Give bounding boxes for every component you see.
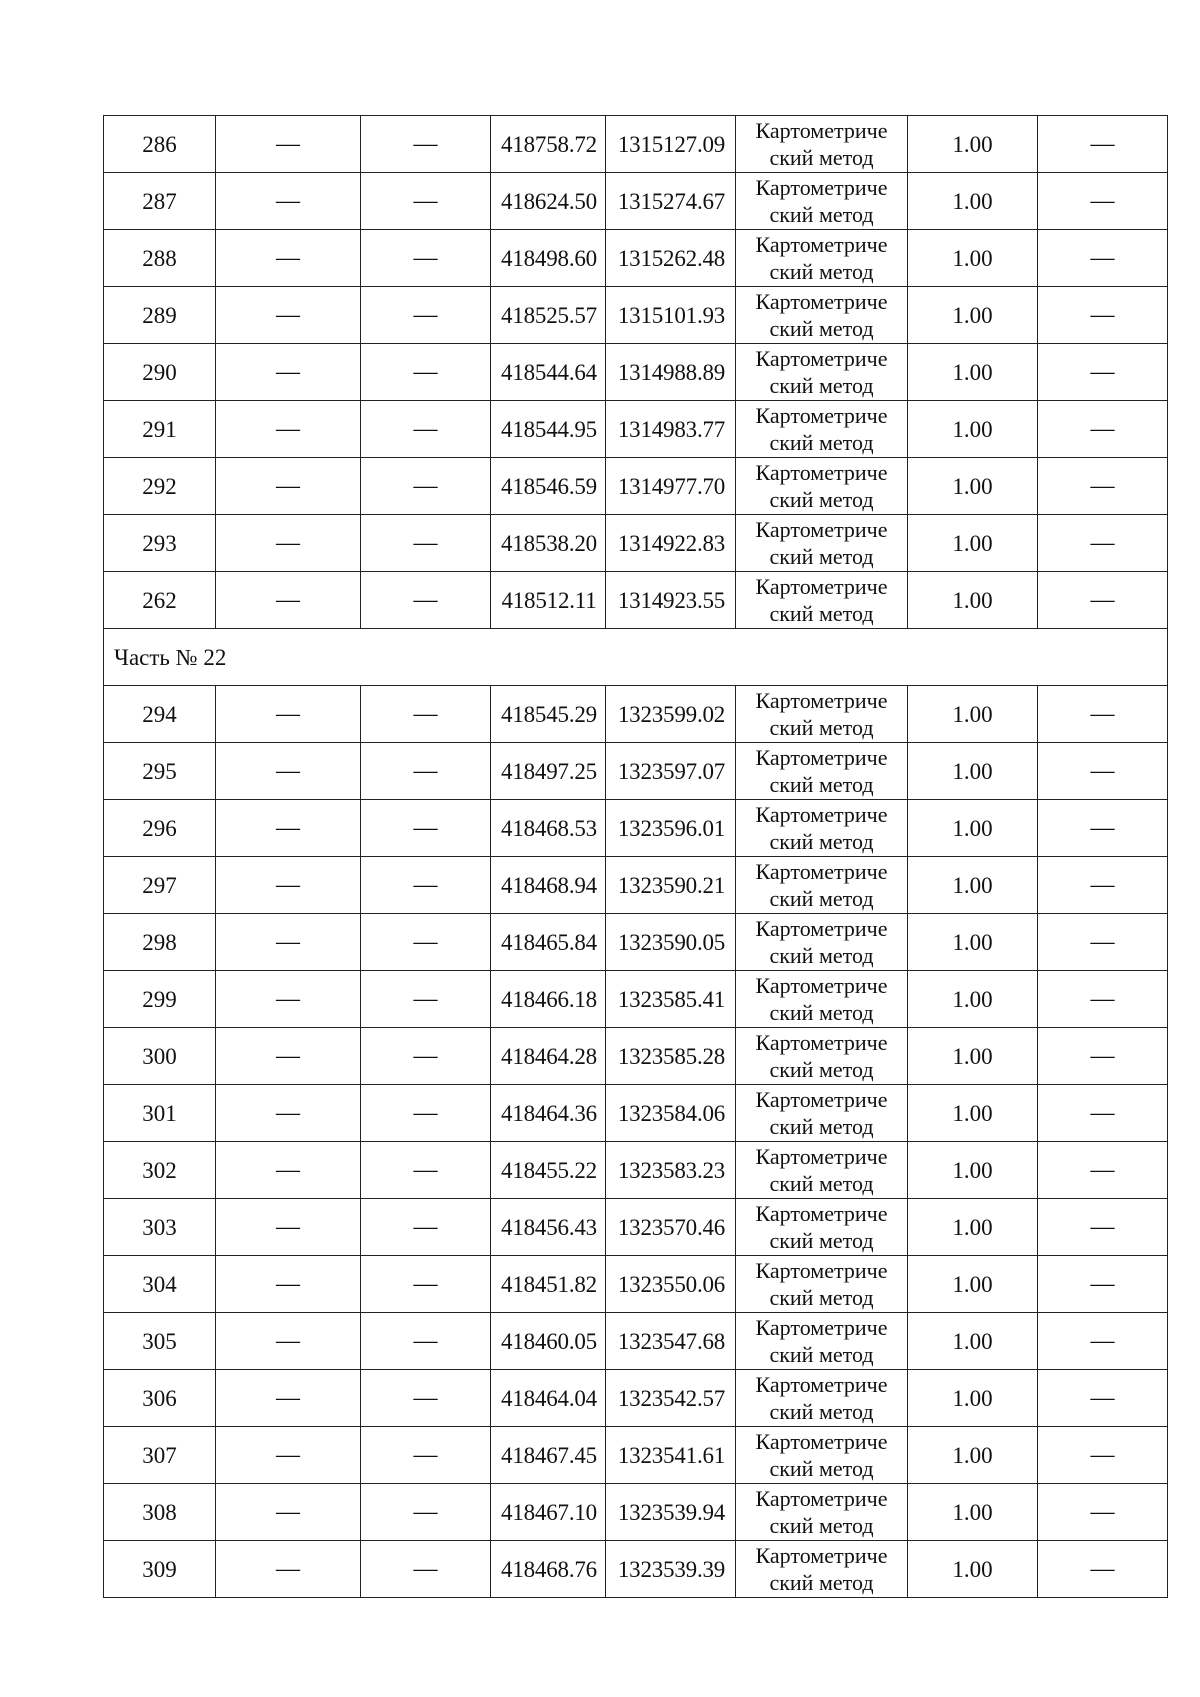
accuracy-cell: 1.00 <box>908 743 1038 800</box>
empty-dash-cell: — <box>1038 401 1168 458</box>
x-coordinate-cell: 418512.11 <box>491 572 606 629</box>
empty-dash-cell: — <box>216 1256 361 1313</box>
method-cell <box>736 401 908 458</box>
method-line-2: ский метод <box>769 1057 874 1082</box>
empty-dash-cell: — <box>361 1427 491 1484</box>
method-cell <box>736 173 908 230</box>
table-body <box>104 116 1168 1598</box>
point-number-cell: 262 <box>104 572 216 629</box>
method-line-1: Картометриче <box>755 973 888 998</box>
empty-dash-cell: — <box>1038 800 1168 857</box>
point-number-cell: 288 <box>104 230 216 287</box>
accuracy-cell: 1.00 <box>908 971 1038 1028</box>
empty-dash-cell: — <box>1038 1370 1168 1427</box>
x-coordinate-cell: 418546.59 <box>491 458 606 515</box>
method-line-2: ский метод <box>769 1513 874 1538</box>
coordinates-table <box>103 115 1168 1598</box>
empty-dash-cell: — <box>1038 686 1168 743</box>
empty-dash-cell: — <box>216 857 361 914</box>
table-row <box>104 173 1168 230</box>
y-coordinate-cell: 1314988.89 <box>606 344 736 401</box>
empty-dash-cell: — <box>216 800 361 857</box>
empty-dash-cell: — <box>216 515 361 572</box>
empty-dash-cell: — <box>1038 116 1168 173</box>
method-line-1: Картометриче <box>755 1543 888 1568</box>
method-cell <box>736 1199 908 1256</box>
table-row <box>104 857 1168 914</box>
x-coordinate-cell: 418451.82 <box>491 1256 606 1313</box>
empty-dash-cell: — <box>361 515 491 572</box>
method-line-1: Картометриче <box>755 517 888 542</box>
y-coordinate-cell: 1323596.01 <box>606 800 736 857</box>
method-cell <box>736 914 908 971</box>
x-coordinate-cell: 418468.94 <box>491 857 606 914</box>
point-number-cell: 298 <box>104 914 216 971</box>
method-line-1: Картометриче <box>755 859 888 884</box>
method-cell <box>736 1427 908 1484</box>
method-line-1: Картометриче <box>755 1429 888 1454</box>
empty-dash-cell: — <box>361 857 491 914</box>
method-line-2: ский метод <box>769 1570 874 1595</box>
method-cell <box>736 1541 908 1598</box>
x-coordinate-cell: 418538.20 <box>491 515 606 572</box>
table-row <box>104 116 1168 173</box>
accuracy-cell: 1.00 <box>908 1028 1038 1085</box>
accuracy-cell: 1.00 <box>908 1313 1038 1370</box>
point-number-cell: 305 <box>104 1313 216 1370</box>
method-cell <box>736 1142 908 1199</box>
empty-dash-cell: — <box>1038 230 1168 287</box>
empty-dash-cell: — <box>216 1370 361 1427</box>
empty-dash-cell: — <box>216 287 361 344</box>
point-number-cell: 296 <box>104 800 216 857</box>
accuracy-cell: 1.00 <box>908 1427 1038 1484</box>
x-coordinate-cell: 418464.04 <box>491 1370 606 1427</box>
empty-dash-cell: — <box>1038 743 1168 800</box>
x-coordinate-cell: 418455.22 <box>491 1142 606 1199</box>
table-row <box>104 971 1168 1028</box>
accuracy-cell: 1.00 <box>908 401 1038 458</box>
table-row <box>104 1256 1168 1313</box>
table-row <box>104 686 1168 743</box>
empty-dash-cell: — <box>216 1199 361 1256</box>
method-line-2: ский метод <box>769 544 874 569</box>
method-line-1: Картометриче <box>755 118 888 143</box>
point-number-cell: 292 <box>104 458 216 515</box>
y-coordinate-cell: 1314922.83 <box>606 515 736 572</box>
point-number-cell: 300 <box>104 1028 216 1085</box>
empty-dash-cell: — <box>361 1313 491 1370</box>
point-number-cell: 295 <box>104 743 216 800</box>
empty-dash-cell: — <box>216 1484 361 1541</box>
empty-dash-cell: — <box>1038 1199 1168 1256</box>
method-line-1: Картометриче <box>755 460 888 485</box>
empty-dash-cell: — <box>216 572 361 629</box>
empty-dash-cell: — <box>361 401 491 458</box>
empty-dash-cell: — <box>216 1028 361 1085</box>
accuracy-cell: 1.00 <box>908 1199 1038 1256</box>
y-coordinate-cell: 1323590.21 <box>606 857 736 914</box>
accuracy-cell: 1.00 <box>908 173 1038 230</box>
empty-dash-cell: — <box>216 743 361 800</box>
empty-dash-cell: — <box>1038 458 1168 515</box>
x-coordinate-cell: 418544.95 <box>491 401 606 458</box>
y-coordinate-cell: 1323597.07 <box>606 743 736 800</box>
table-row <box>104 344 1168 401</box>
table-row <box>104 1199 1168 1256</box>
method-line-2: ский метод <box>769 1342 874 1367</box>
accuracy-cell: 1.00 <box>908 1370 1038 1427</box>
method-cell <box>736 800 908 857</box>
method-line-2: ский метод <box>769 943 874 968</box>
table-row <box>104 800 1168 857</box>
empty-dash-cell: — <box>361 1541 491 1598</box>
empty-dash-cell: — <box>361 1085 491 1142</box>
method-line-2: ский метод <box>769 1285 874 1310</box>
method-line-2: ский метод <box>769 145 874 170</box>
table-row <box>104 572 1168 629</box>
method-line-1: Картометриче <box>755 916 888 941</box>
method-line-1: Картометриче <box>755 346 888 371</box>
empty-dash-cell: — <box>361 1142 491 1199</box>
empty-dash-cell: — <box>1038 1541 1168 1598</box>
empty-dash-cell: — <box>361 458 491 515</box>
x-coordinate-cell: 418545.29 <box>491 686 606 743</box>
method-line-1: Картометриче <box>755 1486 888 1511</box>
empty-dash-cell: — <box>361 287 491 344</box>
method-line-2: ский метод <box>769 487 874 512</box>
method-cell <box>736 230 908 287</box>
method-cell <box>736 287 908 344</box>
x-coordinate-cell: 418525.57 <box>491 287 606 344</box>
x-coordinate-cell: 418460.05 <box>491 1313 606 1370</box>
y-coordinate-cell: 1323539.94 <box>606 1484 736 1541</box>
y-coordinate-cell: 1323590.05 <box>606 914 736 971</box>
accuracy-cell: 1.00 <box>908 344 1038 401</box>
y-coordinate-cell: 1323585.28 <box>606 1028 736 1085</box>
method-line-2: ский метод <box>769 316 874 341</box>
table-row <box>104 1541 1168 1598</box>
point-number-cell: 301 <box>104 1085 216 1142</box>
method-cell <box>736 1028 908 1085</box>
method-cell <box>736 344 908 401</box>
x-coordinate-cell: 418497.25 <box>491 743 606 800</box>
point-number-cell: 291 <box>104 401 216 458</box>
method-line-2: ский метод <box>769 1114 874 1139</box>
empty-dash-cell: — <box>216 458 361 515</box>
method-line-1: Картометриче <box>755 403 888 428</box>
x-coordinate-cell: 418456.43 <box>491 1199 606 1256</box>
point-number-cell: 307 <box>104 1427 216 1484</box>
method-line-2: ский метод <box>769 829 874 854</box>
accuracy-cell: 1.00 <box>908 1142 1038 1199</box>
empty-dash-cell: — <box>361 116 491 173</box>
y-coordinate-cell: 1315274.67 <box>606 173 736 230</box>
y-coordinate-cell: 1315127.09 <box>606 116 736 173</box>
method-line-2: ский метод <box>769 430 874 455</box>
x-coordinate-cell: 418498.60 <box>491 230 606 287</box>
table-row <box>104 401 1168 458</box>
table-row <box>104 743 1168 800</box>
empty-dash-cell: — <box>361 344 491 401</box>
y-coordinate-cell: 1314923.55 <box>606 572 736 629</box>
accuracy-cell: 1.00 <box>908 1085 1038 1142</box>
method-line-2: ский метод <box>769 772 874 797</box>
x-coordinate-cell: 418758.72 <box>491 116 606 173</box>
accuracy-cell: 1.00 <box>908 800 1038 857</box>
empty-dash-cell: — <box>216 1085 361 1142</box>
method-cell <box>736 1085 908 1142</box>
x-coordinate-cell: 418624.50 <box>491 173 606 230</box>
empty-dash-cell: — <box>1038 1142 1168 1199</box>
method-cell <box>736 743 908 800</box>
y-coordinate-cell: 1323570.46 <box>606 1199 736 1256</box>
empty-dash-cell: — <box>216 230 361 287</box>
empty-dash-cell: — <box>1038 1427 1168 1484</box>
x-coordinate-cell: 418464.36 <box>491 1085 606 1142</box>
y-coordinate-cell: 1323584.06 <box>606 1085 736 1142</box>
method-line-1: Картометриче <box>755 175 888 200</box>
empty-dash-cell: — <box>361 971 491 1028</box>
y-coordinate-cell: 1323542.57 <box>606 1370 736 1427</box>
empty-dash-cell: — <box>216 1142 361 1199</box>
method-cell <box>736 1370 908 1427</box>
y-coordinate-cell: 1314983.77 <box>606 401 736 458</box>
table-row <box>104 458 1168 515</box>
empty-dash-cell: — <box>1038 1313 1168 1370</box>
method-line-2: ский метод <box>769 202 874 227</box>
method-line-1: Картометриче <box>755 1201 888 1226</box>
table-row <box>104 1028 1168 1085</box>
method-cell <box>736 572 908 629</box>
empty-dash-cell: — <box>216 971 361 1028</box>
accuracy-cell: 1.00 <box>908 1256 1038 1313</box>
point-number-cell: 304 <box>104 1256 216 1313</box>
y-coordinate-cell: 1314977.70 <box>606 458 736 515</box>
empty-dash-cell: — <box>216 116 361 173</box>
method-line-1: Картометриче <box>755 1087 888 1112</box>
method-cell <box>736 686 908 743</box>
method-line-2: ский метод <box>769 373 874 398</box>
empty-dash-cell: — <box>361 1199 491 1256</box>
x-coordinate-cell: 418467.10 <box>491 1484 606 1541</box>
empty-dash-cell: — <box>1038 287 1168 344</box>
method-cell <box>736 458 908 515</box>
section-header-row <box>104 629 1168 686</box>
section-title: Часть № 22 <box>104 629 1168 686</box>
empty-dash-cell: — <box>361 1256 491 1313</box>
method-cell <box>736 1484 908 1541</box>
table-row <box>104 1313 1168 1370</box>
point-number-cell: 309 <box>104 1541 216 1598</box>
method-line-1: Картометриче <box>755 802 888 827</box>
y-coordinate-cell: 1323547.68 <box>606 1313 736 1370</box>
y-coordinate-cell: 1323585.41 <box>606 971 736 1028</box>
method-line-1: Картометриче <box>755 1258 888 1283</box>
accuracy-cell: 1.00 <box>908 287 1038 344</box>
empty-dash-cell: — <box>361 1484 491 1541</box>
empty-dash-cell: — <box>1038 1484 1168 1541</box>
table-row <box>104 1427 1168 1484</box>
empty-dash-cell: — <box>216 914 361 971</box>
y-coordinate-cell: 1323583.23 <box>606 1142 736 1199</box>
method-line-2: ский метод <box>769 601 874 626</box>
method-line-1: Картометриче <box>755 745 888 770</box>
x-coordinate-cell: 418544.64 <box>491 344 606 401</box>
table-row <box>104 1370 1168 1427</box>
empty-dash-cell: — <box>361 230 491 287</box>
point-number-cell: 303 <box>104 1199 216 1256</box>
accuracy-cell: 1.00 <box>908 458 1038 515</box>
empty-dash-cell: — <box>1038 515 1168 572</box>
method-line-1: Картометриче <box>755 289 888 314</box>
point-number-cell: 294 <box>104 686 216 743</box>
empty-dash-cell: — <box>361 173 491 230</box>
method-line-2: ский метод <box>769 259 874 284</box>
point-number-cell: 286 <box>104 116 216 173</box>
method-line-1: Картометриче <box>755 1030 888 1055</box>
method-line-2: ский метод <box>769 1000 874 1025</box>
x-coordinate-cell: 418467.45 <box>491 1427 606 1484</box>
point-number-cell: 287 <box>104 173 216 230</box>
accuracy-cell: 1.00 <box>908 515 1038 572</box>
empty-dash-cell: — <box>216 1313 361 1370</box>
x-coordinate-cell: 418468.53 <box>491 800 606 857</box>
method-line-2: ский метод <box>769 886 874 911</box>
empty-dash-cell: — <box>361 800 491 857</box>
empty-dash-cell: — <box>216 1541 361 1598</box>
method-line-1: Картометриче <box>755 1372 888 1397</box>
point-number-cell: 293 <box>104 515 216 572</box>
empty-dash-cell: — <box>216 344 361 401</box>
empty-dash-cell: — <box>1038 173 1168 230</box>
method-cell <box>736 116 908 173</box>
x-coordinate-cell: 418468.76 <box>491 1541 606 1598</box>
accuracy-cell: 1.00 <box>908 116 1038 173</box>
method-line-1: Картометриче <box>755 1315 888 1340</box>
y-coordinate-cell: 1315101.93 <box>606 287 736 344</box>
empty-dash-cell: — <box>361 743 491 800</box>
empty-dash-cell: — <box>1038 572 1168 629</box>
point-number-cell: 306 <box>104 1370 216 1427</box>
empty-dash-cell: — <box>1038 857 1168 914</box>
y-coordinate-cell: 1323550.06 <box>606 1256 736 1313</box>
empty-dash-cell: — <box>361 572 491 629</box>
accuracy-cell: 1.00 <box>908 857 1038 914</box>
method-line-2: ский метод <box>769 1399 874 1424</box>
point-number-cell: 299 <box>104 971 216 1028</box>
method-line-1: Картометриче <box>755 574 888 599</box>
table-row <box>104 1484 1168 1541</box>
accuracy-cell: 1.00 <box>908 230 1038 287</box>
empty-dash-cell: — <box>361 1370 491 1427</box>
method-line-1: Картометриче <box>755 688 888 713</box>
empty-dash-cell: — <box>1038 914 1168 971</box>
y-coordinate-cell: 1323599.02 <box>606 686 736 743</box>
accuracy-cell: 1.00 <box>908 686 1038 743</box>
point-number-cell: 297 <box>104 857 216 914</box>
method-line-2: ский метод <box>769 1456 874 1481</box>
empty-dash-cell: — <box>216 1427 361 1484</box>
x-coordinate-cell: 418464.28 <box>491 1028 606 1085</box>
method-line-2: ский метод <box>769 715 874 740</box>
point-number-cell: 302 <box>104 1142 216 1199</box>
empty-dash-cell: — <box>1038 971 1168 1028</box>
point-number-cell: 289 <box>104 287 216 344</box>
empty-dash-cell: — <box>1038 1028 1168 1085</box>
table-row <box>104 230 1168 287</box>
table-row <box>104 515 1168 572</box>
accuracy-cell: 1.00 <box>908 914 1038 971</box>
empty-dash-cell: — <box>216 686 361 743</box>
x-coordinate-cell: 418465.84 <box>491 914 606 971</box>
method-cell <box>736 857 908 914</box>
point-number-cell: 290 <box>104 344 216 401</box>
accuracy-cell: 1.00 <box>908 1484 1038 1541</box>
table-row <box>104 914 1168 971</box>
empty-dash-cell: — <box>361 686 491 743</box>
method-cell <box>736 515 908 572</box>
accuracy-cell: 1.00 <box>908 1541 1038 1598</box>
table-row <box>104 1085 1168 1142</box>
accuracy-cell: 1.00 <box>908 572 1038 629</box>
point-number-cell: 308 <box>104 1484 216 1541</box>
empty-dash-cell: — <box>1038 1256 1168 1313</box>
y-coordinate-cell: 1323539.39 <box>606 1541 736 1598</box>
method-line-2: ский метод <box>769 1228 874 1253</box>
empty-dash-cell: — <box>361 914 491 971</box>
empty-dash-cell: — <box>361 1028 491 1085</box>
x-coordinate-cell: 418466.18 <box>491 971 606 1028</box>
method-cell <box>736 1256 908 1313</box>
empty-dash-cell: — <box>1038 344 1168 401</box>
table-row <box>104 1142 1168 1199</box>
method-cell <box>736 971 908 1028</box>
empty-dash-cell: — <box>216 173 361 230</box>
y-coordinate-cell: 1315262.48 <box>606 230 736 287</box>
method-line-1: Картометриче <box>755 1144 888 1169</box>
empty-dash-cell: — <box>216 401 361 458</box>
method-line-2: ский метод <box>769 1171 874 1196</box>
method-cell <box>736 1313 908 1370</box>
table-row <box>104 287 1168 344</box>
y-coordinate-cell: 1323541.61 <box>606 1427 736 1484</box>
empty-dash-cell: — <box>1038 1085 1168 1142</box>
method-line-1: Картометриче <box>755 232 888 257</box>
